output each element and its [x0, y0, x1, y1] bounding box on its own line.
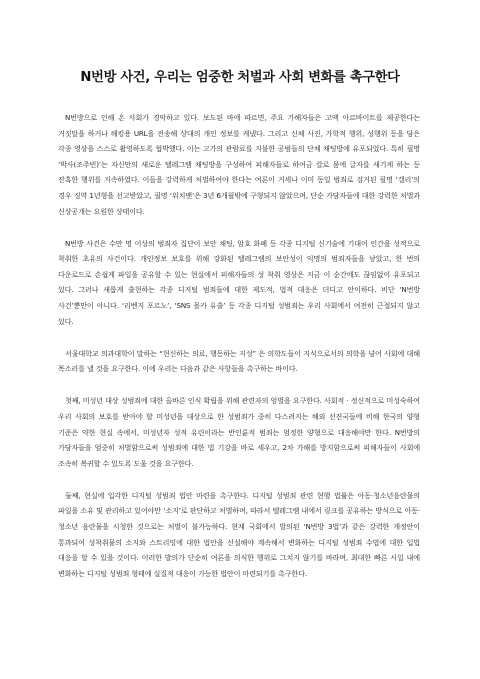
paragraph-2: N번방 사건은 수만 명 이상의 범죄자 집단이 보안 채팅, 암호 화폐 등 각종 디지털 신기술에 기대어 인간을 성적으로 착취한 초유의 사건이다. 개인정보 보호를 위해 강화된 텔레그램의 보안성이 익명의 범죄자들을 낳았고, 한 번의 다운로드로 손쉽게 파일을 공유할 수 있는 현실에서 피해자들의 성 착취 영상은 지금 이 순간에도 끊임없이 유포되고 있다. 그러나 새롭게 출현하는 각종 디지털 범죄들에 대한 제도적, 법적 대응은 더디고 안이하다. 비단 ‘N번방 사건’뿐만이 아니다. ‘리벤지 포르노’, ‘SNS 몰카 유출’ 등 각종 디지털 성범죄는 우리 사회에서 여전히 근절되지 않고 있다. — [58, 238, 420, 326]
paragraph-3: 서울대학교 의과대학이 말하는 “현신하는 의료, 행동하는 지성” 은 의학도들이 지식으로서의 의학을 넘어 사회에 대해 목소리를 낼 것을 요구한다. 이에 우리는 다음과 같은 사항들을 촉구하는 바이다. — [58, 348, 420, 374]
paragraph-4: 첫째, 미성년 대상 성범죄에 대한 올바른 인식 확립을 위해 관련자의 엄벌을 요구한다. 사회적 · 정신적으로 미성숙하여 우리 사회의 보호를 받아야 할 미성년을 대상으로 한 성범죄가 중히 다스려지는 해외 선진국들에 비해 한국의 양형 기준은 약한 현실 속에서, 미성년자 성적 유린이라는 반인륜적 범죄는 엄정한 양형으로 대응해야만 한다. N번방의 가담자들을 엄중히 처벌함으로써 성범죄에 대한 법 기강을 바로 세우고, 2차 가해를 방지함으로써 피해자들이 사회에 조속히 복귀할 수 있도록 도울 것을 요구한다. — [58, 396, 420, 468]
paragraph-1: N번방으로 인해 온 사회가 경악하고 있다. 보도된 바에 따르면, 주요 가해자들은 고액 아르바이트를 제공한다는 거짓말을 하거나 해킹용 URL을 전송해 상대의 개인 정보를 캐냈다. 그리고 신체 사진, 가학적 행위, 성행위 등을 담은 각종 영상을 스스로 촬영하도록 협박했다. 이는 고가의 관람료를 지불한 공범들의 단체 채팅방에 유포되었다. 특히 필명 ‘박사(조주빈)’는 자신만의 새로운 텔레그램 채팅방을 구성하여 피해자들로 하여금 칼로 몸에 글자를 새기게 하는 등 잔혹한 행위를 지속하였다. 이들을 강력하게 처벌하여야 한다는 여론이 거세나 이미 동일 범죄로 검거된 필명 ‘갤리’의 경우 징역 1년형을 선고받았고, 필명 ‘워치맨’은 3년 6개월밖에 구형되지 않았으며, 단순 가담자들에 대한 강력한 처벌과 신상공개는 요원한 상태이다. — [58, 113, 420, 216]
document-body — [58, 110, 420, 598]
paragraph-5: 둘째, 현실에 입각한 디지털 성범죄 법안 마련을 촉구한다. 디지털 성범죄 관련 현행 법률은 아동·청소년음란물의 파일을 소유 및 관리하고 있어야만 ‘소지’로 판단하고 처벌하며, 따라서 텔레그램 내에서 링크를 공유하는 방식으로 아동·청소년 음란물을 시청한 것으로는 처벌이 불가능하다. 현재 국회에서 발의된 ‘N번방 3법’과 같은 강력한 개정안이 통과되어 성착취물의 소지와 스트리밍에 대한 법안을 신설해야 계속해서 변화하는 디지털 성범죄 수법에 대한 입법 대응을 할 수 있을 것이다. 이러한 발의가 단순히 여론을 의식한 행위로 그치지 않기를 바라며, 최대한 빠른 시일 내에 변화하는 디지털 성범죄 형태에 실질적 대응이 가능한 법안이 마련되기를 촉구한다. — [58, 490, 420, 578]
document-title: N번방 사건, 우리는 엄중한 처벌과 사회 변화를 촉구한다 — [80, 70, 400, 85]
